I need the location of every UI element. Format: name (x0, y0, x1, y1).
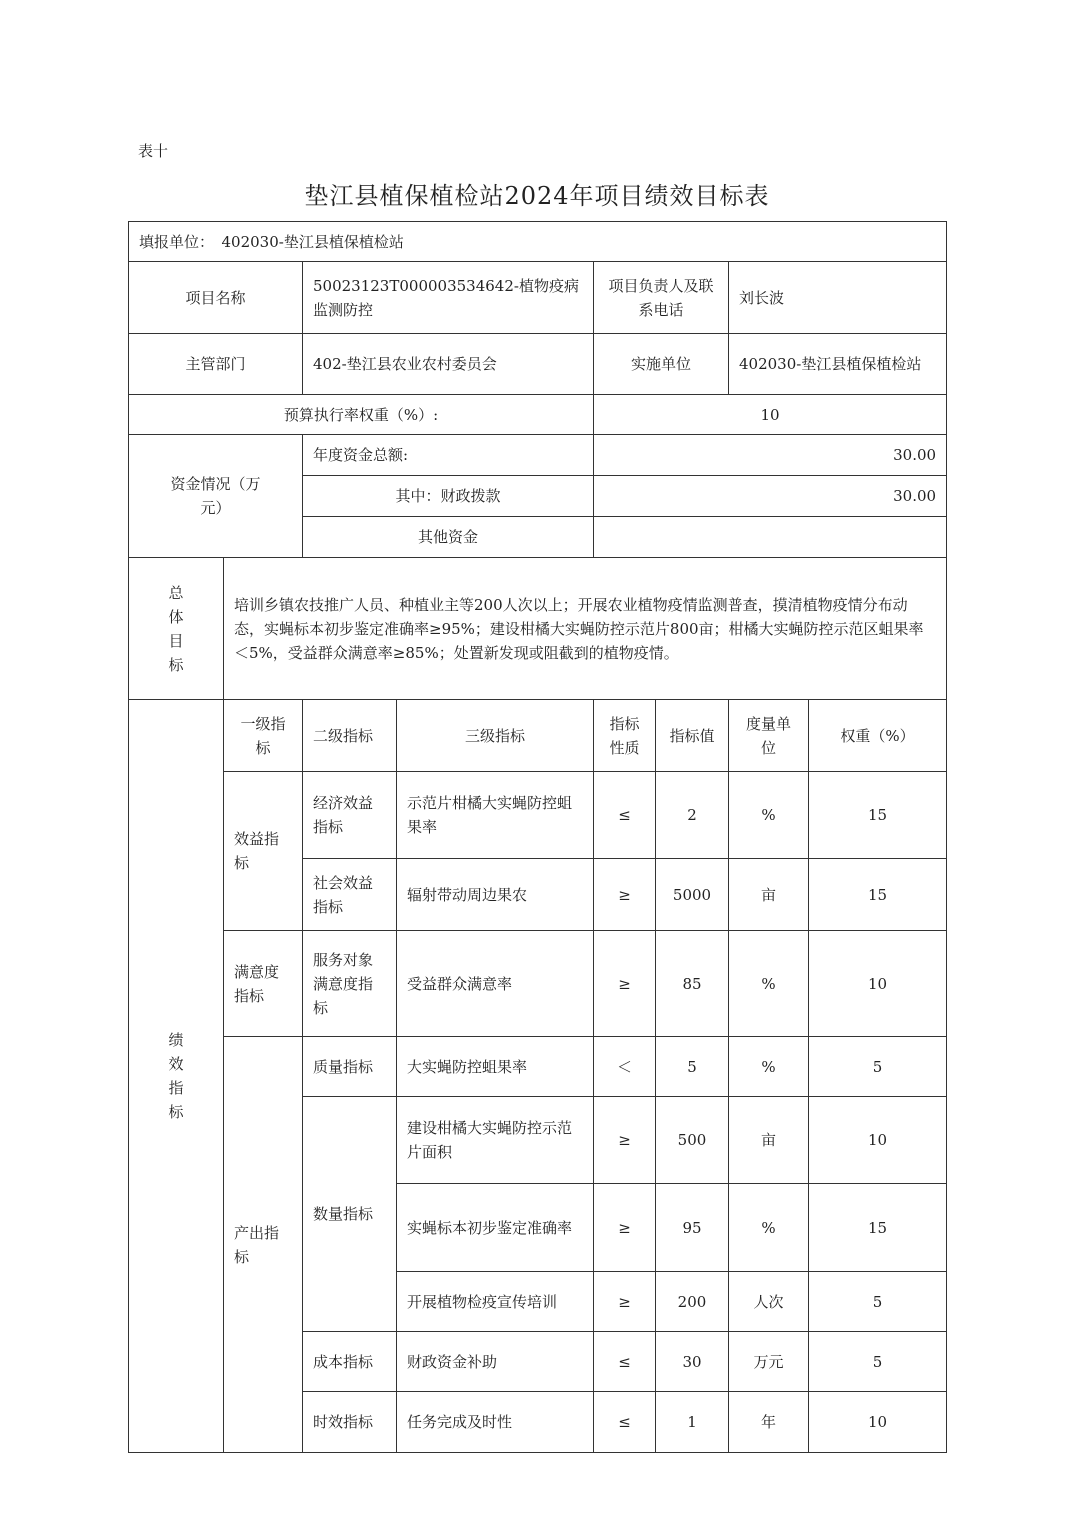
indicator-weight: 15 (809, 859, 947, 931)
level3-indicator: 实蝇标本初步鉴定准确率 (397, 1184, 594, 1272)
level3-indicator: 辐射带动周边果农 (397, 859, 594, 931)
indicator-value: 30 (656, 1332, 729, 1392)
indicator-value: 5000 (656, 859, 729, 931)
level1-indicator: 效益指标 (224, 772, 303, 931)
project-leader-value: 刘长波 (729, 262, 947, 334)
funds-row-label: 其他资金 (303, 517, 594, 558)
funds-row-value: 30.00 (594, 476, 947, 517)
indicator-weight: 5 (809, 1332, 947, 1392)
project-name-label: 项目名称 (129, 262, 303, 334)
indicator-value: 500 (656, 1097, 729, 1184)
indicator-nature: ≤ (594, 772, 656, 859)
project-name-value: 50023123T000003534642-植物疫病监测防控 (303, 262, 594, 334)
indicator-weight: 5 (809, 1272, 947, 1332)
level3-indicator: 开展植物检疫宣传培训 (397, 1272, 594, 1332)
level2-indicator: 社会效益指标 (303, 859, 397, 931)
indicator-weight: 10 (809, 1392, 947, 1453)
indicator-unit: % (729, 772, 809, 859)
performance-target-table (128, 221, 947, 1453)
indicator-unit: % (729, 931, 809, 1037)
indicator-weight: 15 (809, 772, 947, 859)
funds-row-label: 其中：财政拨款 (303, 476, 594, 517)
level2-indicator: 服务对象满意度指标 (303, 931, 397, 1037)
level3-indicator: 受益群众满意率 (397, 931, 594, 1037)
indicator-nature: ≥ (594, 1272, 656, 1332)
level2-indicator: 经济效益指标 (303, 772, 397, 859)
level2-indicator: 数量指标 (303, 1097, 397, 1332)
indicator-value: 1 (656, 1392, 729, 1453)
funds-row-label: 年度资金总额: (303, 435, 594, 476)
implementing-unit-label: 实施单位 (594, 334, 729, 395)
level2-indicator: 时效指标 (303, 1392, 397, 1453)
header-value: 指标值 (656, 700, 729, 772)
level3-indicator: 大实蝇防控蛆果率 (397, 1037, 594, 1097)
indicator-weight: 5 (809, 1037, 947, 1097)
department-label: 主管部门 (129, 334, 303, 395)
level3-indicator: 任务完成及时性 (397, 1392, 594, 1453)
level2-indicator: 成本指标 (303, 1332, 397, 1392)
page-title: 垫江县植保植检站2024年项目绩效目标表 (304, 182, 770, 210)
indicator-value: 5 (656, 1037, 729, 1097)
indicator-weight: 15 (809, 1184, 947, 1272)
indicator-unit: 亩 (729, 1097, 809, 1184)
funds-label: 资金情况（万元） (129, 435, 303, 558)
indicator-unit: 万元 (729, 1332, 809, 1392)
header-unit: 度量单位 (729, 700, 809, 772)
indicators-label: 绩效指标 (129, 700, 224, 1453)
indicator-nature: ≥ (594, 931, 656, 1037)
indicator-unit: % (729, 1037, 809, 1097)
indicator-unit: % (729, 1184, 809, 1272)
header-weight: 权重（%） (809, 700, 947, 772)
indicator-weight: 10 (809, 931, 947, 1037)
indicator-nature: ≥ (594, 1097, 656, 1184)
document-label: 表十 (138, 142, 169, 160)
indicator-value: 95 (656, 1184, 729, 1272)
header-level3: 三级指标 (397, 700, 594, 772)
funds-row-value (594, 517, 947, 558)
level3-indicator: 示范片柑橘大实蝇防控蛆果率 (397, 772, 594, 859)
indicator-nature: ≥ (594, 859, 656, 931)
header-nature: 指标性质 (594, 700, 656, 772)
indicator-value: 2 (656, 772, 729, 859)
indicator-unit: 亩 (729, 859, 809, 931)
level1-indicator: 满意度指标 (224, 931, 303, 1037)
funds-row-value: 30.00 (594, 435, 947, 476)
header-level1: 一级指标 (224, 700, 303, 772)
budget-weight-value: 10 (594, 395, 947, 435)
indicator-value: 200 (656, 1272, 729, 1332)
overall-goal-label: 总体目标 (129, 558, 224, 700)
department-value: 402-垫江县农业农村委员会 (303, 334, 594, 395)
header-level2: 二级指标 (303, 700, 397, 772)
indicator-nature: ≥ (594, 1184, 656, 1272)
indicator-unit: 人次 (729, 1272, 809, 1332)
indicator-nature: ≤ (594, 1392, 656, 1453)
overall-goal-text: 培训乡镇农技推广人员、种植业主等200人次以上；开展农业植物疫情监测普查，摸清植物疫情分布动态，实蝇标本初步鉴定准确率≥95%；建设柑橘大实蝇防控示范片800亩；柑橘大实蝇防控示范区蛆果率＜5%，受益群众满意率≥85%；处置新发现或阻截到的植物疫情。 (224, 558, 947, 700)
project-leader-label: 项目负责人及联系电话 (594, 262, 729, 334)
level3-indicator: 财政资金补助 (397, 1332, 594, 1392)
budget-weight-label: 预算执行率权重（%）: (129, 395, 594, 435)
implementing-unit-value: 402030-垫江县植保植检站 (729, 334, 947, 395)
indicator-weight: 10 (809, 1097, 947, 1184)
level3-indicator: 建设柑橘大实蝇防控示范片面积 (397, 1097, 594, 1184)
level1-indicator: 产出指标 (224, 1037, 303, 1453)
indicator-nature: ＜ (594, 1037, 656, 1097)
level2-indicator: 质量指标 (303, 1037, 397, 1097)
indicator-nature: ≤ (594, 1332, 656, 1392)
reporting-unit: 填报单位： 402030-垫江县植保植检站 (129, 222, 947, 262)
indicator-value: 85 (656, 931, 729, 1037)
indicator-unit: 年 (729, 1392, 809, 1453)
